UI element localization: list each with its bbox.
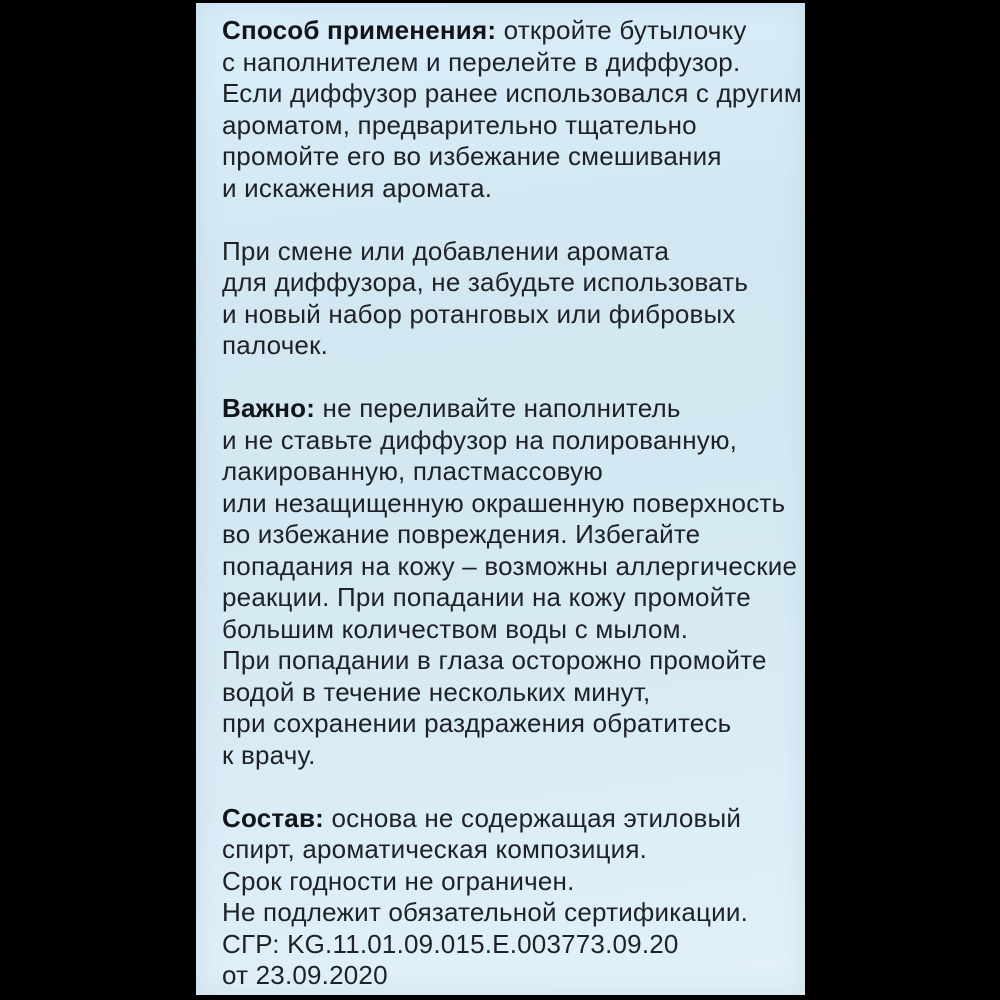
- black-border-left: [0, 0, 196, 1000]
- text-span: ароматом, предварительно тщательно: [222, 109, 697, 140]
- text-line: [222, 47, 797, 79]
- text-span: Срок годности не ограничен.: [222, 865, 575, 896]
- text-line: [222, 803, 797, 835]
- text-line: [222, 15, 797, 47]
- text-line: [222, 645, 797, 677]
- text-span: к врачу.: [222, 739, 316, 770]
- black-border-right: [805, 0, 1000, 1000]
- text-line: [222, 740, 797, 772]
- text-line: [222, 110, 797, 142]
- section-important: [222, 393, 797, 771]
- text-span: При попадании в глаза осторожно промойте: [222, 645, 767, 675]
- text-span: попадания на кожу – возможны аллергические: [222, 550, 798, 581]
- text-line: [222, 393, 797, 425]
- text-span: с наполнителем и перелейте в диффузор.: [222, 46, 741, 77]
- text-line: [222, 897, 797, 929]
- text-span: при сохранении раздражения обратитесь: [222, 708, 732, 738]
- text-span: и искажения аромата.: [222, 172, 493, 203]
- section-heading: Важно:: [222, 393, 316, 423]
- black-border-top: [0, 0, 1000, 3]
- text-span: от 23.09.2020: [222, 960, 388, 990]
- text-line: [222, 929, 797, 961]
- label-text-block: [196, 3, 805, 992]
- text-span: не переливайте наполнитель: [315, 393, 681, 423]
- text-line: [222, 267, 797, 299]
- text-line: [222, 582, 797, 614]
- text-span: во избежание повреждения. Избегайте: [222, 519, 701, 549]
- text-span: для диффузора, не забудьте использовать: [222, 267, 749, 297]
- text-span: При смене или добавлении аромата: [222, 235, 670, 266]
- section-scent-change: [222, 236, 797, 362]
- text-line: [222, 330, 797, 362]
- section-usage: [222, 15, 802, 204]
- text-span: и не ставьте диффузор на полированную,: [222, 424, 738, 455]
- text-span: большим количеством воды с мылом.: [222, 613, 689, 644]
- text-line: [222, 488, 797, 520]
- section-heading: Способ применения:: [222, 15, 497, 45]
- text-line: [222, 236, 797, 268]
- text-line: [222, 677, 797, 709]
- text-span: откройте бутылочку: [496, 15, 747, 45]
- text-span: лакированную, пластмассовую: [222, 456, 603, 486]
- section-heading: Состав:: [222, 802, 325, 833]
- text-span: Если диффузор ранее использовался с другим: [222, 78, 802, 108]
- text-line: [222, 173, 797, 205]
- product-label: [196, 3, 805, 995]
- text-line: [222, 708, 797, 740]
- text-line: [222, 425, 797, 457]
- text-span: промойте его во избежание смешивания: [222, 141, 722, 171]
- text-span: Не подлежит обязательной сертификации.: [222, 897, 749, 927]
- black-border-bottom: [0, 995, 1000, 1000]
- text-span: реакции. При попадании на кожу промойте: [222, 582, 751, 612]
- text-line: [222, 614, 797, 646]
- text-span: СГР: KG.11.01.09.015.E.003773.09.20: [222, 928, 679, 959]
- text-line: [222, 299, 797, 331]
- text-line: [222, 141, 797, 173]
- text-span: спирт, ароматическая композиция.: [222, 834, 648, 864]
- text-span: или незащищенную окрашенную поверхность: [222, 487, 786, 518]
- text-line: [222, 551, 797, 583]
- text-span: палочек.: [222, 330, 329, 360]
- text-span: основа не содержащая этиловый: [324, 802, 742, 833]
- text-line: [222, 456, 797, 488]
- text-line: [222, 78, 802, 110]
- section-composition: [222, 803, 797, 992]
- text-line: [222, 519, 797, 551]
- text-line: [222, 960, 797, 992]
- text-span: и новый набор ротанговых или фибровых: [222, 298, 736, 329]
- text-span: водой в течение нескольких минут,: [222, 676, 651, 707]
- text-line: [222, 866, 797, 898]
- text-line: [222, 834, 797, 866]
